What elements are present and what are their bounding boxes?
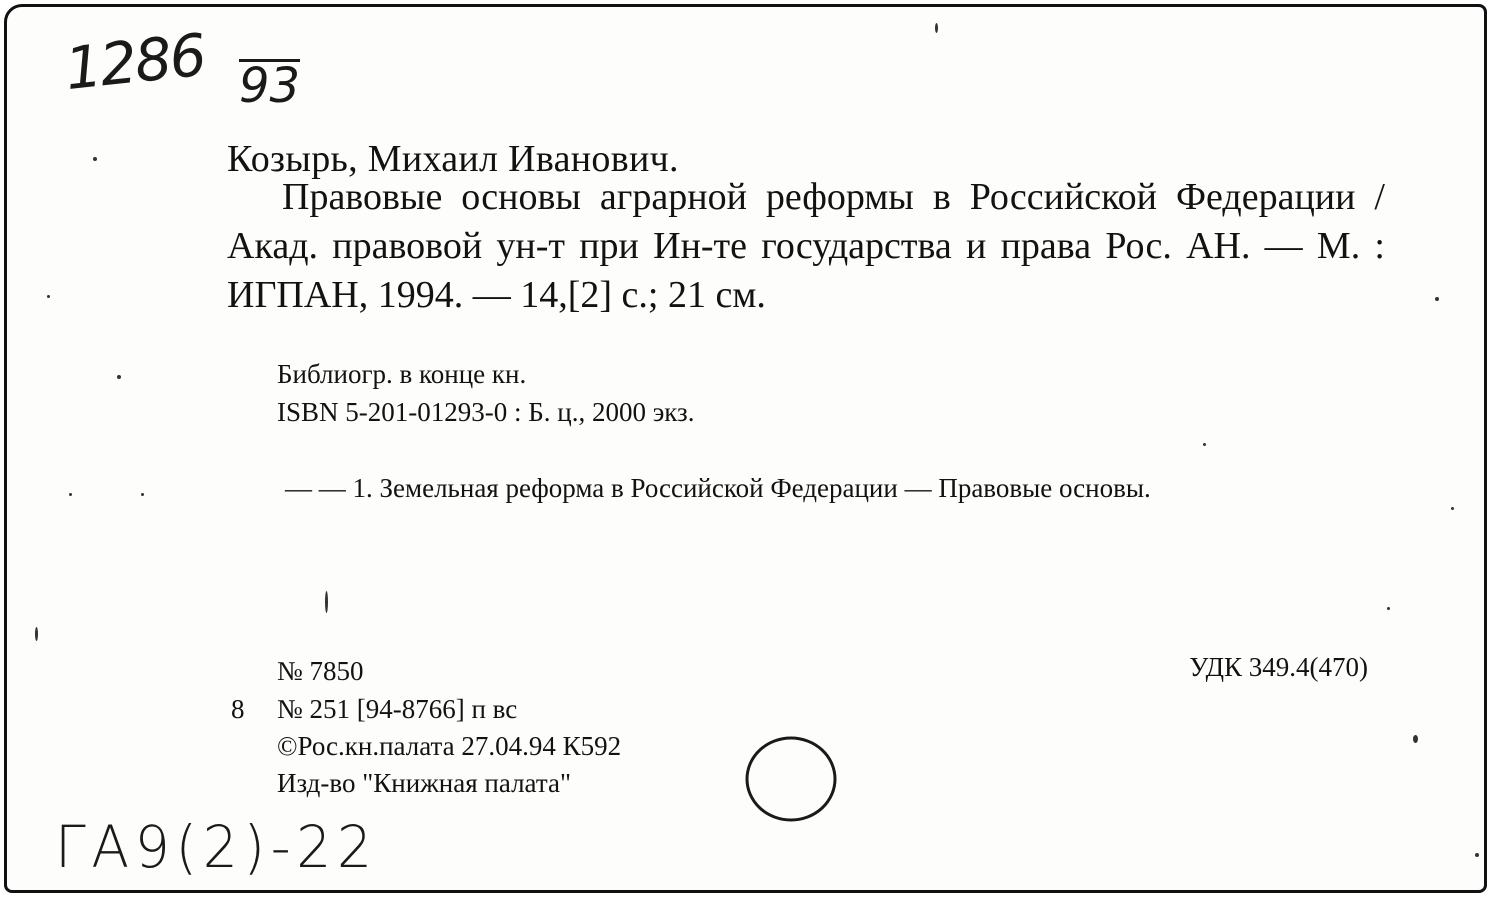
author-heading: Козырь, Михаил Иванович.: [227, 138, 679, 180]
udk-code: УДК 349.4(470): [1189, 652, 1368, 682]
isbn-note: ISBN 5-201-01293-0 : Б. ц., 2000 экз.: [277, 397, 695, 427]
hand-drawn-circle-mark: [741, 733, 841, 829]
card-number: № 7850: [277, 656, 364, 686]
scan-speck: [325, 591, 328, 613]
order-line: № 251 [94-8766] п вс: [277, 694, 518, 724]
subject-tracing: — — 1. Земельная реформа в Российской Федерации — Правовые основы.: [285, 473, 1151, 503]
catalog-card: [4, 4, 1487, 893]
scan-speck: [1451, 507, 1454, 510]
copyright-line: ©Рос.кн.палата 27.04.94 К592: [277, 731, 622, 761]
scan-speck: [935, 23, 938, 33]
shelf-mark-handwritten-sub: 93: [239, 58, 301, 114]
scan-speck: [69, 493, 72, 496]
scan-speck: [1435, 297, 1439, 301]
scan-speck: [35, 627, 38, 641]
scan-speck: [47, 295, 50, 298]
scan-speck: [93, 157, 97, 161]
scan-speck: [1203, 443, 1206, 446]
scan-speck: [1413, 735, 1418, 743]
scan-speck: [1475, 853, 1479, 857]
shelf-mark-handwritten-bottom: ГА9(2)-22: [55, 813, 378, 881]
shelf-mark-handwritten-top: 1286: [61, 20, 208, 103]
scan-speck: [117, 375, 121, 379]
scan-speck: [1387, 607, 1390, 610]
publisher-line: Изд-во "Книжная палата": [277, 768, 571, 798]
bibliography-note: Библиогр. в конце кн.: [277, 359, 527, 389]
scan-speck: [141, 493, 144, 496]
title-description: Правовые основы аграрной реформы в Российской Федерации / Акад. правовой ун-т при Ин-те государства и права Рос. АН. — М. : ИГПАН, 1994. — 14,[2] с.; 21 см.: [227, 176, 1385, 316]
series-digit: 8: [231, 694, 245, 724]
